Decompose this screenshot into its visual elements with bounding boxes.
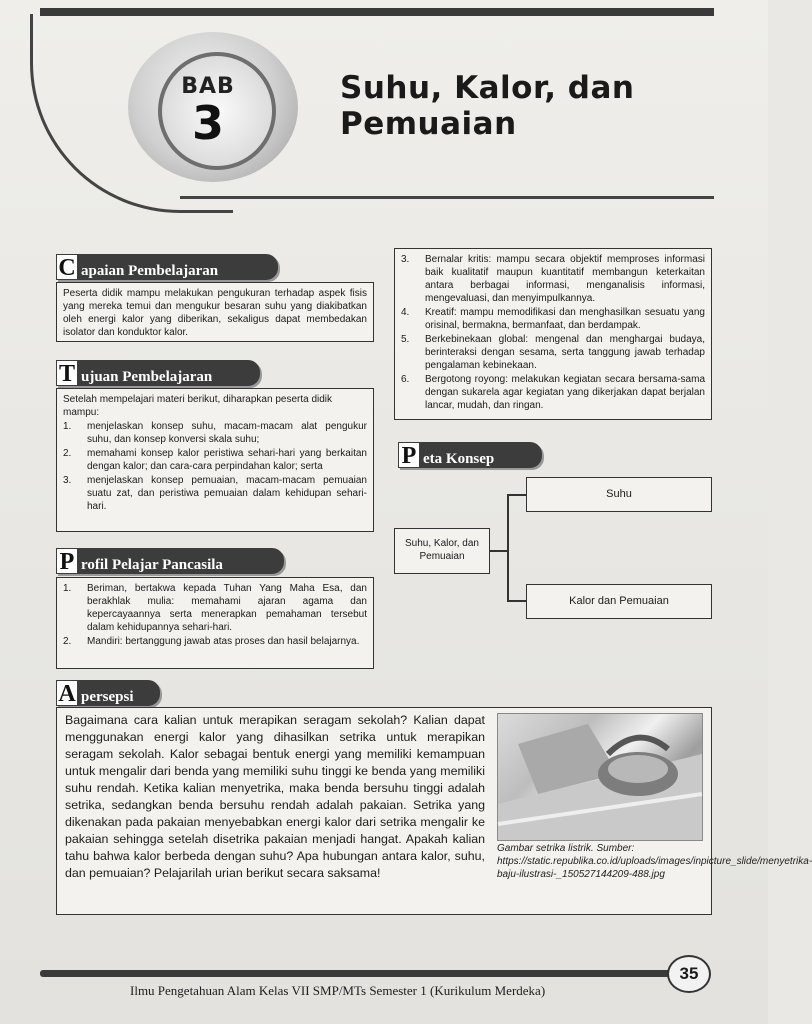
apersepsi-text: Bagaimana cara kalian untuk merapikan seragam sekolah? Kalian dapat menggunakan energi kalor yang dihasilkan setrika untuk merapikan seragam sekolah. Kalor sebagai bentuk energi yang memiliki kemampuan untuk mengalir dari benda yang memiliki suhu tinggi ke benda yang memiliki suhu rendah. Ketika kalian menyetrika, maka benda bersuhu tinggi adalah setrika, sedangkan benda bersuhu rendah adalah pakaian. Setrika yang dikenakan pada pakaian menyebabkan energi kalor dari setrika mengalir ke pakaian sehingga setelah disetrika pakaian menjadi hangat. Apakah kalian tahu bahwa kalor berbeda dengan suhu? Apa hubungan antara kalor, suhu, dan pemuaian? Pelajarilah urian berikut secara saksama! bbox=[65, 713, 485, 880]
photo-caption: Gambar setrika listrik. Sumber: https://static.republika.co.id/uploads/images/inpicture_slide/menyetrika-baju-ilustrasi-_150527144209-488.jpg bbox=[497, 843, 812, 880]
connector bbox=[507, 494, 527, 496]
peta-heading-initial: P bbox=[398, 442, 420, 468]
profil-cont-list bbox=[401, 253, 705, 412]
header-divider bbox=[180, 196, 714, 199]
apersepsi-heading-text: persepsi bbox=[81, 689, 134, 705]
tujuan-heading-initial: T bbox=[56, 360, 78, 386]
capaian-heading bbox=[56, 254, 278, 280]
peta-heading-text: eta Konsep bbox=[423, 451, 495, 467]
footer-text: Ilmu Pengetahuan Alam Kelas VII SMP/MTs Semester 1 (Kurikulum Merdeka) bbox=[130, 983, 546, 998]
iron-illustration bbox=[498, 714, 702, 840]
connector bbox=[507, 494, 509, 600]
footer-bar bbox=[40, 970, 680, 977]
list-item: 6. Bergotong royong: melakukan kegiatan secara bersama-sama dengan sukarela agar kegiatan yang dikerjakan dapat berjalan lancar, mudah, dan ringan. bbox=[401, 374, 705, 411]
profil-heading bbox=[56, 548, 284, 574]
profil-heading-text: rofil Pelajar Pancasila bbox=[81, 557, 223, 573]
capaian-text: Peserta didik mampu melakukan pengukuran terhadap aspek fisis yang mereka temui dan mengukur besaran suhu yang diakibatkan oleh energi kalor yang diberikan, sekaligus dapat membedakan isolator dan konduktor kalor. bbox=[63, 288, 367, 338]
chapter-title: Suhu, Kalor, dan Pemuaian bbox=[340, 70, 635, 142]
tujuan-list bbox=[63, 420, 367, 513]
capaian-heading-initial: C bbox=[56, 254, 78, 280]
list-item: 2. memahami konsep kalor peristiwa sehari-hari yang berkaitan dengan kalor; dan cara-cara perpindahan kalor; serta bbox=[63, 448, 367, 472]
list-item: 2. Mandiri: bertanggung jawab atas proses dan hasil belajarnya. bbox=[63, 636, 360, 647]
list-item: 1. menjelaskan konsep suhu, macam-macam alat pengukur suhu, dan konsep konversi skala suhu; bbox=[63, 421, 367, 445]
tujuan-heading-text: ujuan Pembelajaran bbox=[81, 369, 213, 385]
connector bbox=[507, 600, 527, 602]
chapter-label: BAB bbox=[181, 74, 235, 99]
apersepsi-heading-initial: A bbox=[56, 680, 78, 706]
profil-list bbox=[63, 582, 367, 648]
profil-cont-box bbox=[394, 248, 712, 420]
capaian-box bbox=[56, 282, 374, 342]
list-item: 5. Berkebinekaan global: mengenal dan menghargai budaya, berinteraksi dengan sesama, serta tanggung jawab terhadap pengalaman kebinekaan. bbox=[401, 334, 705, 371]
tujuan-box bbox=[56, 388, 374, 532]
list-item: 4. Kreatif: mampu memodifikasi dan menghasilkan sesuatu yang orisinal, bermakna, bermanfaat, dan berdampak. bbox=[401, 307, 705, 331]
concept-branch-kalor: Kalor dan Pemuaian bbox=[526, 584, 712, 619]
tujuan-intro: Setelah mempelajari materi berikut, diharapkan peserta didik mampu: bbox=[63, 394, 333, 418]
list-item: 3. menjelaskan konsep pemuaian, macam-macam pemuaian suatu zat, dan peristiwa pemuaian dalam kehidupan sehari-hari. bbox=[63, 475, 367, 512]
concept-branch-suhu: Suhu bbox=[526, 477, 712, 512]
list-item: 1. Beriman, bertakwa kepada Tuhan Yang Maha Esa, dan berakhlak mulia: memahami ajaran agama dan kepercayaannya serta menerapkan pemahaman tersebut dalam kehidupannya sehari-hari. bbox=[63, 583, 367, 633]
profil-box bbox=[56, 577, 374, 669]
iron-photo bbox=[497, 713, 703, 841]
chapter-number: 3 bbox=[191, 96, 224, 150]
apersepsi-heading bbox=[56, 680, 160, 706]
capaian-heading-text: apaian Pembelajaran bbox=[81, 263, 219, 279]
profil-heading-initial: P bbox=[56, 548, 78, 574]
connector bbox=[490, 550, 508, 552]
page-number: 35 bbox=[667, 955, 711, 993]
concept-root: Suhu, Kalor, dan Pemuaian bbox=[394, 528, 490, 574]
tujuan-heading bbox=[56, 360, 260, 386]
list-item: 3. Bernalar kritis: mampu secara objektif memproses informasi baik kualitatif maupun kuantitatif membangun keterkaitan antara berbagai informasi, menganalisis informasi, mengevaluasi, dan menyimpulkannya. bbox=[401, 254, 705, 304]
peta-heading bbox=[398, 442, 542, 468]
